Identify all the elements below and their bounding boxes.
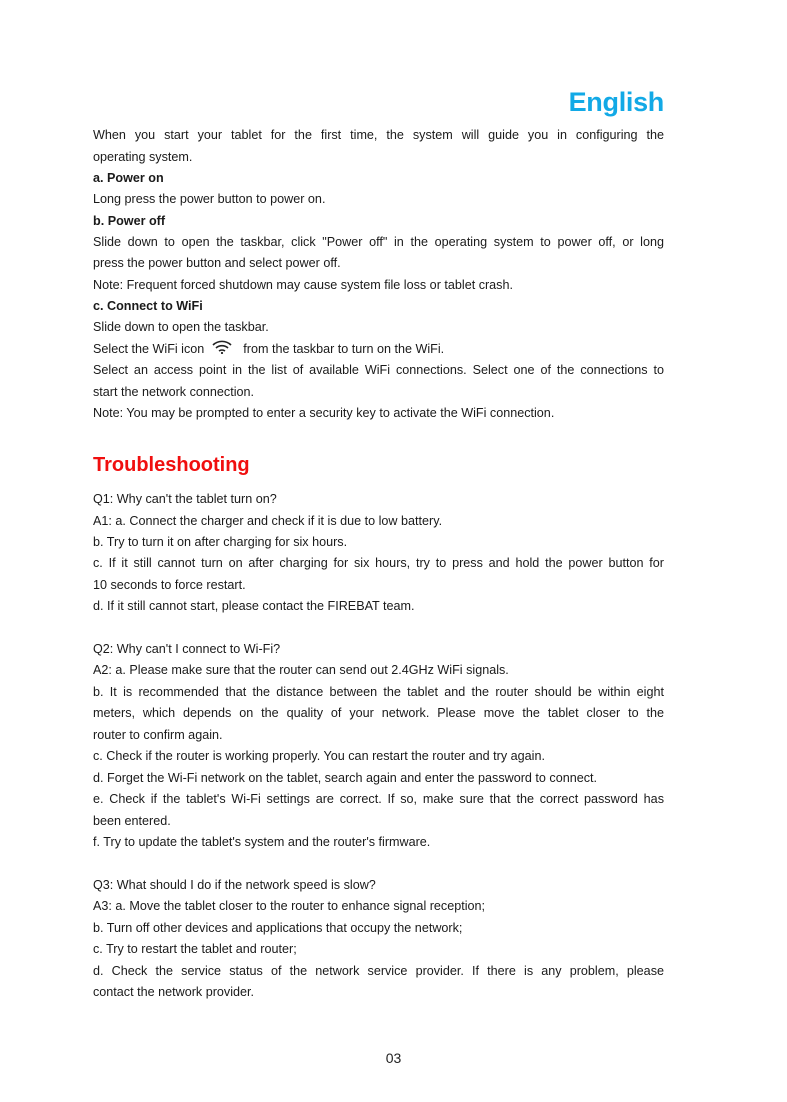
- faq-answer-line: b. Turn off other devices and applications that occupy the network;: [93, 921, 463, 935]
- faq-answer-line: meters, which depends on the quality of your network. Please move the tablet closer to the: [93, 706, 664, 720]
- wifi-text: start the network connection.: [93, 385, 255, 399]
- intro-text: When you start your tablet for the first time, the system will guide you in configuring the: [93, 128, 664, 142]
- faq-answer-line: e. Check if the tablet's Wi-Fi settings are correct. If so, make sure that the correct password has: [93, 792, 664, 806]
- faq-answer-line: A2: a. Please make sure that the router can send out 2.4GHz WiFi signals.: [93, 663, 509, 677]
- power-off-heading: b. Power off: [93, 214, 166, 228]
- faq-answer-line: c. If it still cannot turn on after charging for six hours, try to press and hold the power button for: [93, 556, 664, 570]
- wifi-text: [93, 339, 664, 360]
- wifi-text: Slide down to open the taskbar.: [93, 320, 269, 334]
- wifi-text-before: Select the WiFi icon: [93, 342, 205, 356]
- faq-question: Q1: Why can't the tablet turn on?: [93, 492, 277, 506]
- wifi-heading: c. Connect to WiFi: [93, 299, 203, 313]
- faq-question: Q3: What should I do if the network speed is slow?: [93, 878, 376, 892]
- section-title-troubleshooting: Troubleshooting: [93, 454, 250, 476]
- faq-answer-line: d. Forget the Wi-Fi network on the tablet, search again and enter the password to connect.: [93, 771, 598, 785]
- faq-answer-line: contact the network provider.: [93, 985, 255, 999]
- power-off-text: press the power button and select power off.: [93, 256, 341, 270]
- faq-question: Q2: Why can't I connect to Wi-Fi?: [93, 642, 281, 656]
- faq-answer-line: A1: a. Connect the charger and check if it is due to low battery.: [93, 514, 443, 528]
- section-title-english: English: [568, 87, 664, 117]
- power-off-note: Note: Frequent forced shutdown may cause system file loss or tablet crash.: [93, 278, 513, 292]
- faq-answer-line: 10 seconds to force restart.: [93, 578, 246, 592]
- faq-answer-line: been entered.: [93, 814, 171, 828]
- faq-answer-line: d. Check the service status of the network service provider. If there is any problem, please: [93, 964, 664, 978]
- faq-answer-line: c. Check if the router is working properly. You can restart the router and try again.: [93, 749, 545, 763]
- faq-answer-line: b. Try to turn it on after charging for six hours.: [93, 535, 348, 549]
- faq-answer-line: A3: a. Move the tablet closer to the router to enhance signal reception;: [93, 899, 486, 913]
- faq-answer-line: d. If it still cannot start, please contact the FIREBAT team.: [93, 599, 415, 613]
- faq-answer-line: b. It is recommended that the distance between the tablet and the router should be within eight: [93, 685, 664, 699]
- page-number: 03: [385, 1050, 402, 1066]
- wifi-note: Note: You may be prompted to enter a security key to activate the WiFi connection.: [93, 406, 555, 420]
- wifi-icon: [212, 340, 232, 354]
- power-on-text: Long press the power button to power on.: [93, 192, 326, 206]
- power-on-heading: a. Power on: [93, 171, 164, 185]
- intro-text: operating system.: [93, 150, 193, 164]
- faq-answer-line: router to confirm again.: [93, 728, 223, 742]
- faq-answer-line: f. Try to update the tablet's system and the router's firmware.: [93, 835, 431, 849]
- faq-answer-line: c. Try to restart the tablet and router;: [93, 942, 297, 956]
- wifi-text: Select an access point in the list of available WiFi connections. Select one of the connections to: [93, 363, 664, 377]
- wifi-text-after: from the taskbar to turn on the WiFi.: [243, 342, 445, 356]
- power-off-text: Slide down to open the taskbar, click "Power off" in the operating system to power off, or long: [93, 235, 664, 249]
